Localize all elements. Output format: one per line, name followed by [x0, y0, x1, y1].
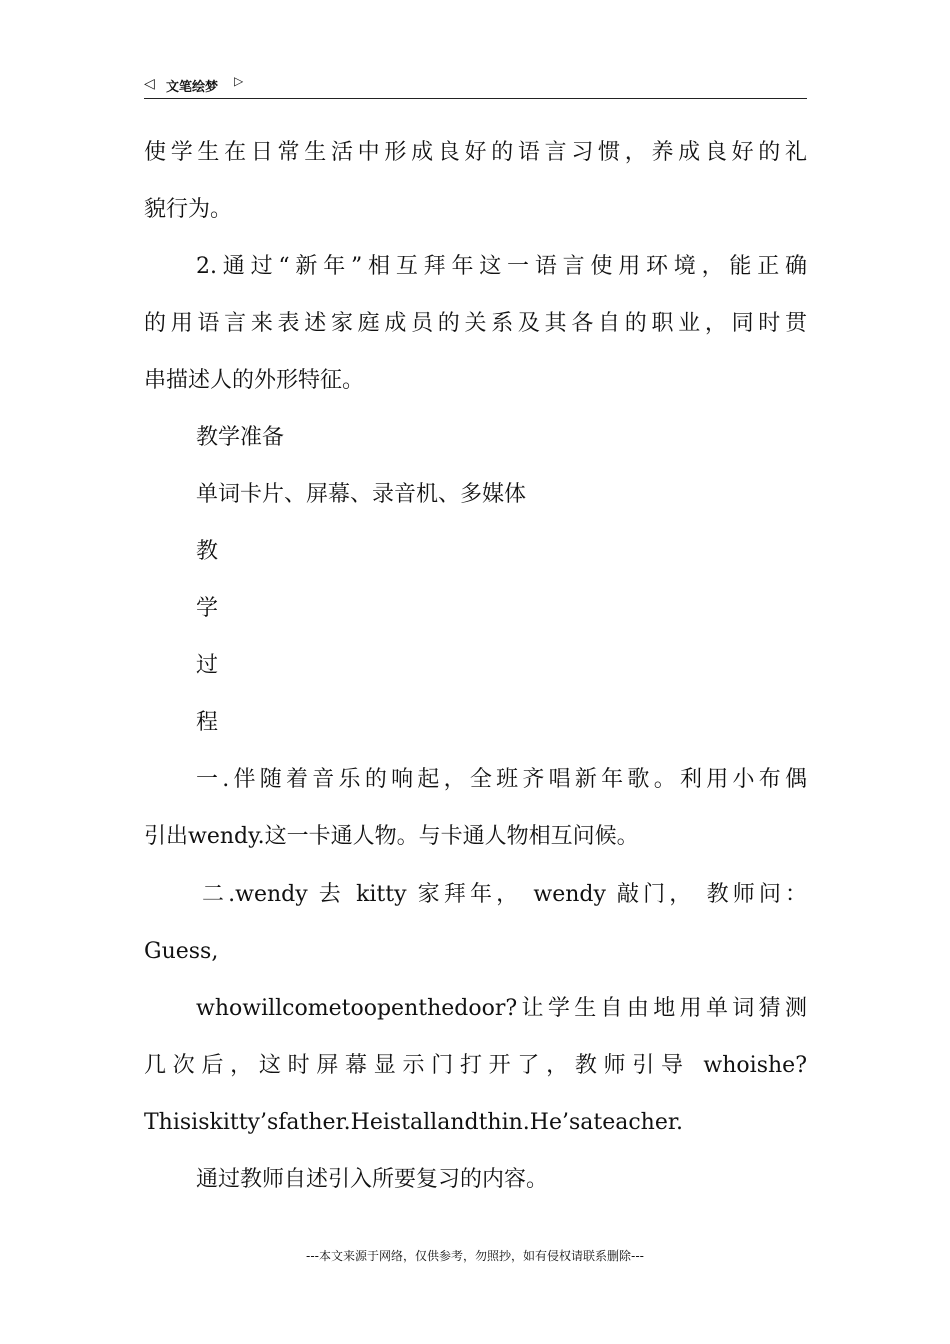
page-header	[144, 72, 807, 98]
body-line: 二.wendy 去 kitty 家拜年， wendy 敲门， 教师问：	[202, 882, 807, 907]
triangle-right-icon: ▷	[234, 74, 244, 88]
body-line: whowillcometoopenthedoor?让学生自由地用单词猜测	[196, 996, 807, 1021]
body-line: Guess,	[144, 939, 219, 964]
section-heading-char: 学	[196, 596, 219, 621]
brand-name: 文笔绘梦	[166, 80, 219, 95]
section-heading-char: 程	[196, 710, 219, 735]
body-line: 的用语言来表述家庭成员的关系及其各自的职业，同时贯	[144, 311, 807, 336]
body-line: 串描述人的外形特征。	[144, 368, 365, 393]
section-heading-char: 过	[196, 653, 219, 678]
body-line: 貌行为。	[144, 197, 233, 222]
body-line: 几次后，这时屏幕显示门打开了，教师引导 whoishe?	[144, 1053, 807, 1078]
header-rule	[144, 98, 807, 99]
section-heading: 教学准备	[196, 425, 285, 450]
section-heading-char: 教	[196, 539, 219, 564]
body-line: 通过教师自述引入所要复习的内容。	[196, 1167, 549, 1192]
body-line: 引出wendy.这一卡通人物。与卡通人物相互问候。	[144, 824, 639, 849]
body-line: 使学生在日常生活中形成良好的语言习惯，养成良好的礼	[144, 140, 807, 165]
body-line: 2.通过“新年”相互拜年这一语言使用环境，能正确	[196, 254, 807, 279]
footer-disclaimer: ---本文来源于网络，仅供参考，勿照抄，如有侵权请联系删除---	[306, 1249, 644, 1263]
body-line: 单词卡片、屏幕、录音机、多媒体	[196, 482, 527, 507]
triangle-left-icon: ◁	[144, 76, 155, 92]
body-line: Thisiskitty’sfather.Heistallandthin.He’sateacher.	[144, 1110, 683, 1135]
body-line: 一.伴随着音乐的响起，全班齐唱新年歌。利用小布偶	[196, 767, 807, 792]
